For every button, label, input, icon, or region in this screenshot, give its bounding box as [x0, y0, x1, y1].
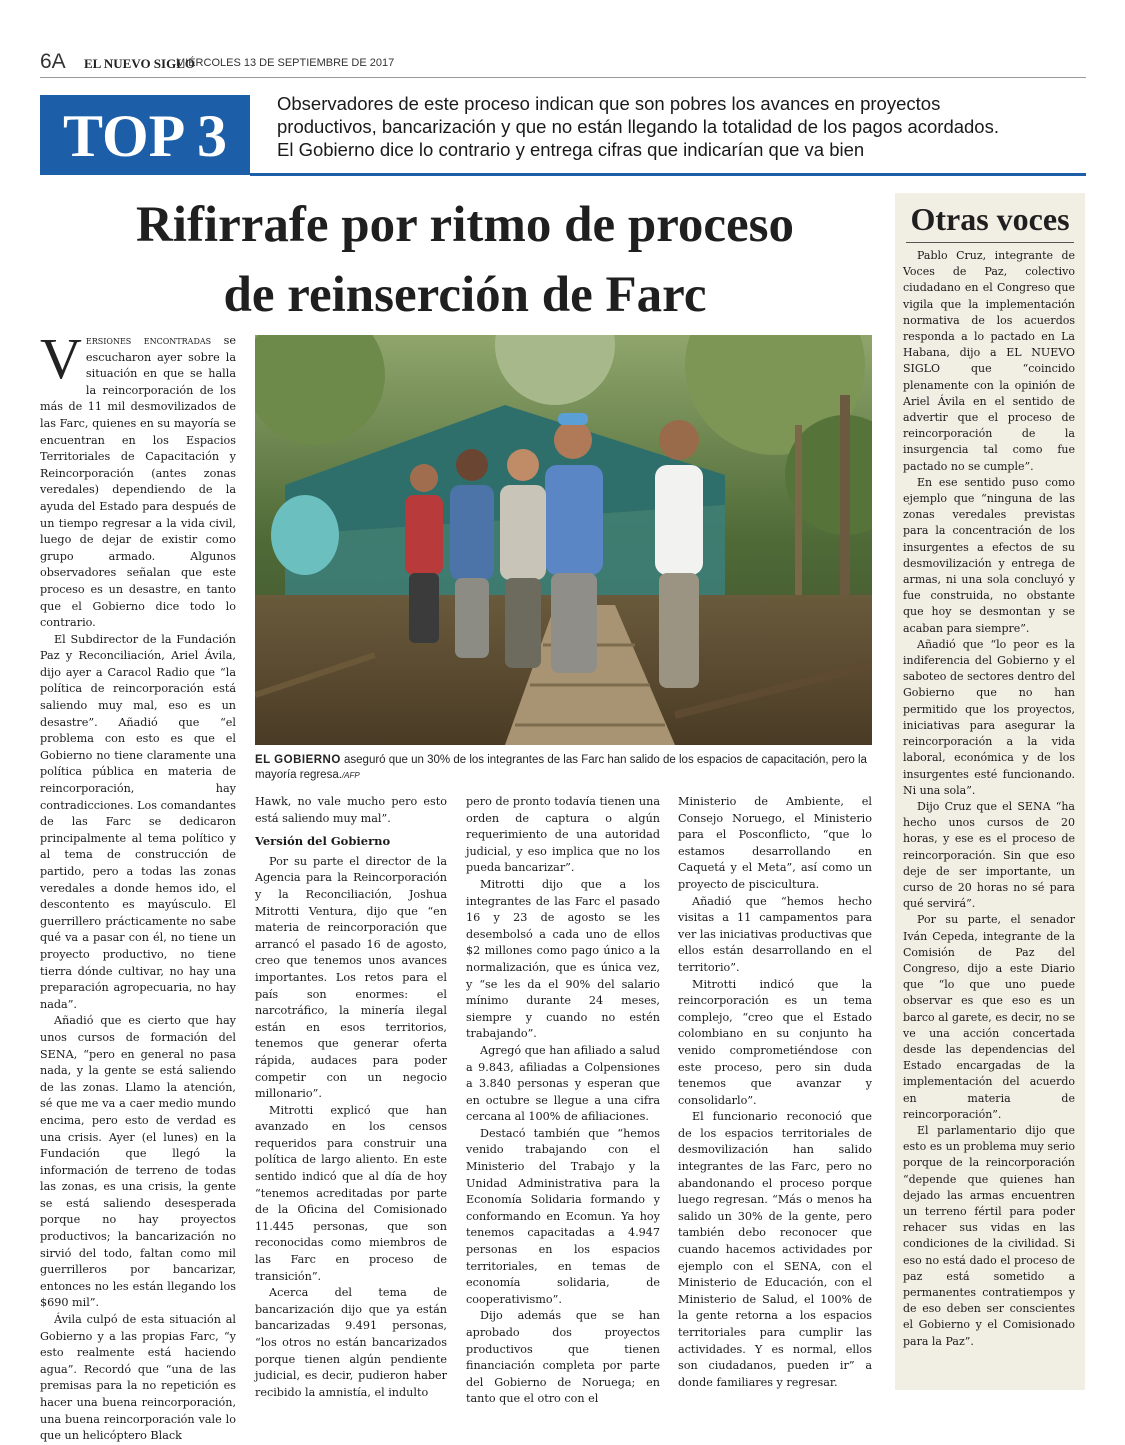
sidebar-rule	[906, 242, 1074, 243]
paragraph: Pablo Cruz, integrante de Voces de Paz, colectivo ciudadano en el Congreso que vigila que la implementación normativa de los acuerdos responda a lo pactado en La Habana, dijo a EL NUEVO SIGLO que “coincido plenamente con la opinión de Ariel Ávila en el sentido de advertir que el proceso de reincorporación de la insurgencia tal como fue pactado no se cumple”.	[903, 249, 1075, 473]
photo-credit: /AFP	[341, 771, 360, 780]
deck-line: productivos, bancarización y que no están llegando la totalidad de los pagos acordados.	[277, 116, 999, 137]
caption-text: aseguró que un 30% de los integrantes de las Farc han salido de los espacios de capacitación, pero la mayoría regresa.	[255, 754, 867, 781]
news-photo	[255, 335, 872, 745]
paragraph: Añadió que “hemos hecho visitas a 11 campamentos para ver las iniciativas productivas que ellos están desarrollando en el territorio”.	[678, 894, 872, 974]
photo-illustration	[255, 335, 872, 745]
paragraph: Dijo Cruz que el SENA “ha hecho unos cursos de 20 horas, y ese es el proceso de reincorporación. Sin que eso deje de ser importante, un curso de 20 horas no sé para qué servirá”.	[903, 799, 1075, 911]
headline	[40, 190, 890, 330]
lead-smallcaps: ersiones encontradas	[85, 334, 212, 347]
paragraph: Agregó que han afiliado a salud a 9.843, afiliadas a Colpensiones a 3.840 personas y esperan que en octubre se llegue a una cifra cercana al 100% de afiliaciones.	[466, 1043, 660, 1124]
lead-text: se escucharon ayer sobre la situación en que se halla la reincorporación de los más de 11 mil desmovilizados de las Farc, quienes en su mayoría se encuentran en los Espacios Territoriales de Capacitación y Reincorporación (antes zonas veredales) dependiendo de la ayuda del Estado para después de un tiempo regresar a la vida civil, luego de dejar de existir como grupo armado. Algunos observadores señalan que este proceso es un desastre, en tanto que el Gobierno dice todo lo contrario.	[40, 334, 236, 630]
photo-caption	[255, 753, 872, 783]
issue-date: MIÉRCOLES 13 DE SEPTIEMBRE DE 2017	[176, 57, 395, 69]
article-column-1	[40, 326, 236, 1445]
article-column-4	[678, 794, 872, 1391]
paragraph: Acerca del tema de bancarización dijo que ya están bancarizadas 9.491 personas, “los otros no están bancarizados porque tienen algún pendiente judicial, es decir, pudieron haber recibido la amnistía, el indulto	[255, 1286, 447, 1399]
page-number: 6A	[40, 50, 66, 73]
sidebar-title: Otras voces	[910, 201, 1070, 237]
paragraph: Mitrotti indicó que la reincorporación es un tema complejo, “creo que el Estado colombiano en su conjunto ha venido comprometiéndose con este proceso, pero sin duda tenemos que avanzar y consolidarlo”.	[678, 977, 872, 1107]
headline-line: de reinserción de Farc	[223, 267, 707, 323]
paragraph: Mitrotti dijo que a los integrantes de las Farc el pasado 16 y 23 de agosto se les desembolsó a cada uno de ellos $2 millones como pago único a la normalización, que es única vez, y “se les da el 90% del salario mínimo durante 24 meses, siempre y cuando no estén trabajando”.	[466, 877, 660, 1041]
paragraph: Dijo además que se han aprobado dos proyectos productivos que tienen financiación completa por parte del Gobierno de Noruega; en tanto que el otro con el	[466, 1309, 660, 1406]
dropcap: V	[40, 326, 82, 391]
section-label-box	[40, 95, 250, 175]
paragraph: Destacó también que “hemos venido trabajando con el Ministerio del Trabajo y la Unidad Administrativa para la Economía Solidaria formando y conformando en Ecomun. Ya hoy tenemos capacitadas a 4.947 personas en los espacios territoriales, en temas de economía solidaria, de cooperativismo”.	[466, 1126, 660, 1306]
subhead: Versión del Gobierno	[255, 834, 391, 849]
paragraph: Por su parte, el senador Iván Cepeda, integrante de la Comisión de Paz del Congreso, dijo a este Diario que “lo que uno puede observar es que eso es un barco al garete, es decir, no se ve una acción concertada desde las dependencias del Estado encargadas de la implementación del acuerdo en materia de reincorporación”.	[903, 913, 1075, 1121]
paragraph-continued: Ministerio de Ambiente, el Consejo Noruego, el Ministerio para el Posconflicto, “que lo estamos desarrollando en Caquetá y el Meta”, así como un proyecto de piscicultura.	[678, 795, 872, 891]
paragraph: Añadió que “lo peor es la indiferencia del Gobierno y el saboteo de sectores dentro del Gobierno que no han permitido que los proyectos, iniciativas para asegurar la reincorporación a la vida laboral, económica y de los insurgentes esté funcionando. Ni una sola”.	[903, 637, 1075, 797]
paragraph: Por su parte el director de la Agencia para la Reincorporación y la Reconciliación, Joshua Mitrotti Ventura, dijo que “en materia de reincorporación que arrancó el pasado 16 de agosto, creo que tenemos unos avances importantes. Los retos para el país son enormes: el narcotráfico, la minería ilegal están en esos territorios, tenemos que generar oferta rápida, audaces para poder competir con un negocio millonario”.	[255, 854, 447, 1101]
paragraph: En ese sentido puso como ejemplo que “ninguna de las zonas veredales previstas para la concentración de los insurgentes a efectos de su desmovilización y entrega de armas, ni una sola concluyó y fue construida, no obstante que hoy se desmontan y se acaban para siempre”.	[903, 475, 1075, 635]
caption-lead: EL GOBIERNO	[255, 754, 341, 766]
paragraph: El Subdirector de la Fundación Paz y Reconciliación, Ariel Ávila, dijo ayer a Caracol Radio que “la política de reincorporación está saliendo muy mal, eso es un desastre”. Añadió que “el problema con esto es que el Gobierno no tiene claramente una política pública en materia de reincorporación, hay contradicciones. Los comandantes de las Farc se dedicaron principalmente al tema político y al tema de construcción de partido, pero a todas las zonas veredales a donde hemos ido, el descontento es mayúsculo. El guerrillero prácticamente no sabe qué va a pasar con él, no tiene un proyecto productivo, no tiene tierra dónde cultivar, no hay una preparación agropecuaria, no hay nada”.	[40, 632, 236, 1011]
deck	[277, 92, 1077, 161]
header-rule	[40, 77, 1086, 78]
headline-line: Rifirrafe por ritmo de proceso	[135, 197, 795, 253]
paragraph-continued: pero de pronto todavía tienen una orden de captura o algún requerimiento de una autoridad judicial, y eso implica que no los pueda bancarizar”.	[466, 795, 660, 875]
article-column-3	[466, 794, 660, 1408]
paragraph: Mitrotti explicó que han avanzado en los censos requeridos para construir una política de largo aliento. En este sentido indicó que al día de hoy “tenemos acreditadas por parte de la Oficina del Comisionado 11.445 personas, que son reconocidas como miembros de las Farc en proceso de transición”.	[255, 1103, 447, 1283]
section-band	[250, 173, 1086, 176]
paragraph: El funcionario reconoció que de los espacios territoriales de desmovilización han salido integrantes de las Farc, pero no abandonando el proceso porque luego regresan. “Más o menos ha salido un 30% de la gente, pero también debo reconocer que cuando hacemos actividades por ejemplo con el SENA, con el Ministerio de Educación, con el Ministerio de Salud, el 100% de la gente retorna a los espacios territoriales para cumplir las actividades. Y es normal, ellos son ciudadanos, pueden ir” a donde familiares y regresar.	[678, 1110, 872, 1389]
newspaper-name: EL NUEVO SIGLO	[84, 56, 195, 71]
paragraph: Ávila culpó de esta situación al Gobierno y a las propias Farc, “y esto realmente está haciendo agua”. Recordó que “una de las premisas para la no repetición es hacer una buena reincorporación, una buena reincorporación vale lo que un helicóptero Black	[40, 1313, 236, 1443]
paragraph: Añadió que es cierto que hay unos cursos de formación del SENA, “pero en general no pasa nada, y la gente se está saliendo de las zonas. Llamo la atención, sé que me va a caer medio mundo encima, pero esto de verdad es una crisis. Ayer (el lunes) en la Fundación que llegó la información de terreno de todas las zonas, es una crisis, la gente se está saliendo desesperada porque no hay proyectos productivos; la bancarización no sirvió del todo, faltan como mil guerrilleros por bancarizar, entonces no les están llegando los $690 mil”.	[40, 1014, 236, 1310]
sidebar-text	[903, 248, 1075, 1350]
deck-line: Observadores de este proceso indican que son pobres los avances en proyectos	[277, 93, 941, 114]
paragraph: El parlamentario dijo que esto es un problema muy serio porque de la reincorporación “depende que quienes han dejado las armas encuentren un terreno fértil para poder rehacer sus vidas en las condiciones de la civilidad. Si eso no está dado el proceso de paz está sometido a permanentes contratiempos y de eso deben ser conscientes el Gobierno y el Comisionado para la Paz”.	[903, 1123, 1075, 1348]
section-label: TOP 3	[63, 103, 227, 169]
deck-line: El Gobierno dice lo contrario y entrega cifras que indicarían que va bien	[277, 139, 865, 160]
paragraph-continued: Hawk, no vale mucho pero esto está saliendo muy mal”.	[255, 795, 447, 825]
article-column-2	[255, 794, 447, 1401]
lead-paragraph	[40, 326, 236, 632]
